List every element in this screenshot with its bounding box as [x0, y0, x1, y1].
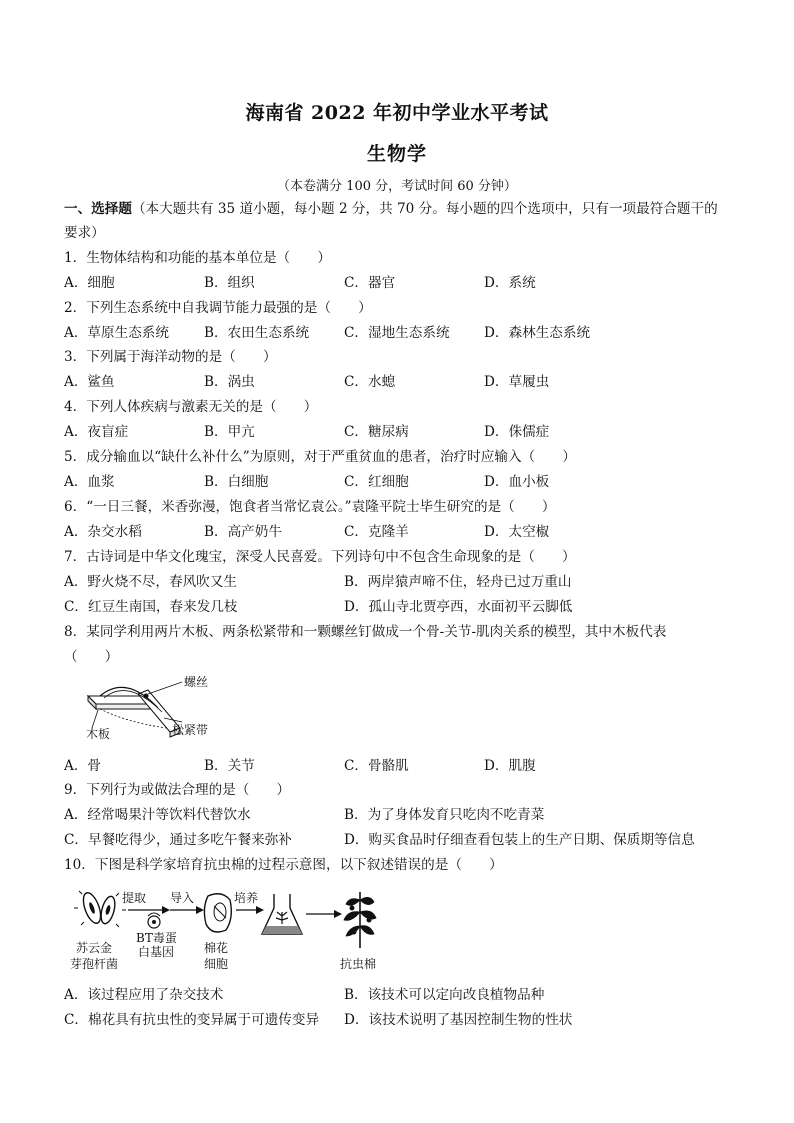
option: B．为了身体发育只吃肉不吃青菜: [344, 807, 545, 823]
option: A．血浆: [64, 474, 115, 490]
label-insert: 导入: [170, 891, 195, 905]
option: A．夜盲症: [64, 424, 129, 440]
option: B．组织: [204, 275, 255, 291]
option: D．草履虫: [484, 374, 550, 390]
cotton-plant-icon: [344, 892, 376, 948]
bt-cotton-process-figure: [70, 886, 390, 976]
option: C．红细胞: [344, 474, 409, 490]
option: C．骨骼肌: [344, 758, 409, 774]
bacteria-icon: [74, 891, 126, 927]
question-stem: 10．下图是科学家培育抗虫棉的过程示意图，以下叙述错误的是（ ）: [64, 857, 503, 873]
option: D．孤山寺北贾亭西，水面初平云脚低: [344, 599, 573, 615]
option: A．经常喝果汁等饮料代替饮水: [64, 807, 251, 823]
label-bacillus-2: 芽孢杆菌: [70, 957, 119, 971]
question-stem: 8．某同学利用两片木板、两条松紧带和一颗螺丝钉做成一个骨-关节-肌肉关系的模型，其中木板代表: [64, 624, 667, 640]
option: C．水螅: [344, 374, 396, 390]
option: A．杂交水稻: [64, 524, 142, 540]
culture-flask-icon: [262, 894, 302, 934]
option: D．系统: [484, 275, 536, 291]
option: B．该技术可以定向改良植物品种: [344, 987, 545, 1003]
exam-subject: 生物学: [366, 143, 427, 165]
gene-icon: [148, 913, 160, 928]
question-stem: 4．下列人体疾病与激素无关的是（ ）: [64, 399, 318, 415]
section-instruction: （本大题共有 35 道小题，每小题 2 分，共 70 分。每小题的四个选项中，只有一项最符合题干的: [131, 201, 718, 217]
label-bt-cotton: 抗虫棉: [340, 957, 377, 971]
option: C．克隆羊: [344, 524, 409, 540]
option: D．太空椒: [484, 524, 550, 540]
question-options: [64, 573, 744, 591]
option: D．肌腹: [484, 758, 536, 774]
exam-title: 海南省 2022 年初中学业水平考试: [245, 102, 549, 124]
question-stem: 6．“一日三餐，米香弥漫，饱食者当常忆袁公。”袁隆平院士毕生研究的是（ ）: [64, 499, 556, 515]
label-cotton-cell-2: 细胞: [204, 957, 229, 971]
question-stem: 5．成分输血以“缺什么补什么”为原则，对于严重贫血的患者，治疗时应输入（ ）: [64, 449, 576, 465]
option: A．草原生态系统: [64, 325, 169, 341]
question-stem: 9．下列行为或做法合理的是（ ）: [64, 782, 291, 798]
option: A．骨: [64, 758, 102, 774]
option: A．野火烧不尽，春风吹又生: [64, 574, 237, 590]
option: C．棉花具有抗虫性的变异属于可遗传变异: [64, 1012, 320, 1028]
question-stem: 7．古诗词是中华文化瑰宝，深受人民喜爱。下列诗句中不包含生命现象的是（ ）: [64, 549, 576, 565]
option: B．高产奶牛: [204, 524, 282, 540]
label-screw: 螺丝: [184, 676, 209, 689]
option: D．血小板: [484, 474, 550, 490]
label-cotton-cell-1: 棉花: [204, 941, 229, 955]
question-options: [64, 806, 744, 824]
option: C．器官: [344, 275, 396, 291]
question-options: [64, 598, 744, 616]
model-diagram: [86, 676, 226, 740]
question-stem: 1．生物体结构和功能的基本单位是（ ）: [64, 250, 331, 266]
option: B．关节: [204, 758, 255, 774]
option: B．两岸猿声啼不住，轻舟已过万重山: [344, 574, 572, 590]
question-options: [64, 986, 744, 1004]
question-options: [64, 757, 744, 775]
bone-joint-muscle-model-figure: [86, 676, 226, 740]
label-culture: 培养: [234, 891, 259, 905]
option: C．早餐吃得少，通过多吃午餐来弥补: [64, 832, 292, 848]
question-stem: 3．下列属于海洋动物的是（ ）: [64, 349, 277, 365]
question-options: [64, 324, 744, 342]
question-options: [64, 473, 744, 491]
label-bt-gene-2: 白基因: [138, 945, 175, 959]
section-instruction-cont: 要求）: [64, 225, 105, 241]
label-elastic-band: 松紧带: [172, 723, 209, 737]
exam-note: （本卷满分 100 分，考试时间 60 分钟）: [277, 179, 517, 194]
option: D．该技术说明了基因控制生物的性状: [344, 1012, 573, 1028]
label-extract: 提取: [122, 891, 147, 905]
question-stem-cont: （ ）: [64, 649, 119, 665]
option: D．侏儒症: [484, 424, 550, 440]
question-options: [64, 423, 744, 441]
option: A．鲨鱼: [64, 374, 115, 390]
section-heading: [64, 200, 718, 218]
option: B．涡虫: [204, 374, 255, 390]
option: B．白细胞: [204, 474, 269, 490]
option: B．农田生态系统: [204, 325, 310, 341]
option: B．甲亢: [204, 424, 255, 440]
question-options: [64, 373, 744, 391]
option: D．购买食品时仔细查看包装上的生产日期、保质期等信息: [344, 832, 695, 848]
option: D．森林生态系统: [484, 325, 591, 341]
question-options: [64, 274, 744, 292]
label-bacillus-1: 苏云金: [76, 941, 113, 955]
question-options: [64, 523, 744, 541]
label-board: 木板: [86, 727, 111, 740]
question-options: [64, 831, 744, 849]
cotton-cell-icon: [204, 894, 231, 932]
option: A．细胞: [64, 275, 115, 291]
option: C．糖尿病: [344, 424, 409, 440]
question-stem: 2．下列生态系统中自我调节能力最强的是（ ）: [64, 300, 372, 316]
process-diagram: [70, 886, 390, 976]
option: A．该过程应用了杂交技术: [64, 987, 224, 1003]
question-options: [64, 1011, 744, 1029]
option: C．红豆生南国，春来发几枝: [64, 599, 238, 615]
section-label: 一、选择题: [64, 201, 132, 217]
label-bt-gene-1: BT毒蛋: [136, 931, 177, 945]
option: C．湿地生态系统: [344, 325, 450, 341]
